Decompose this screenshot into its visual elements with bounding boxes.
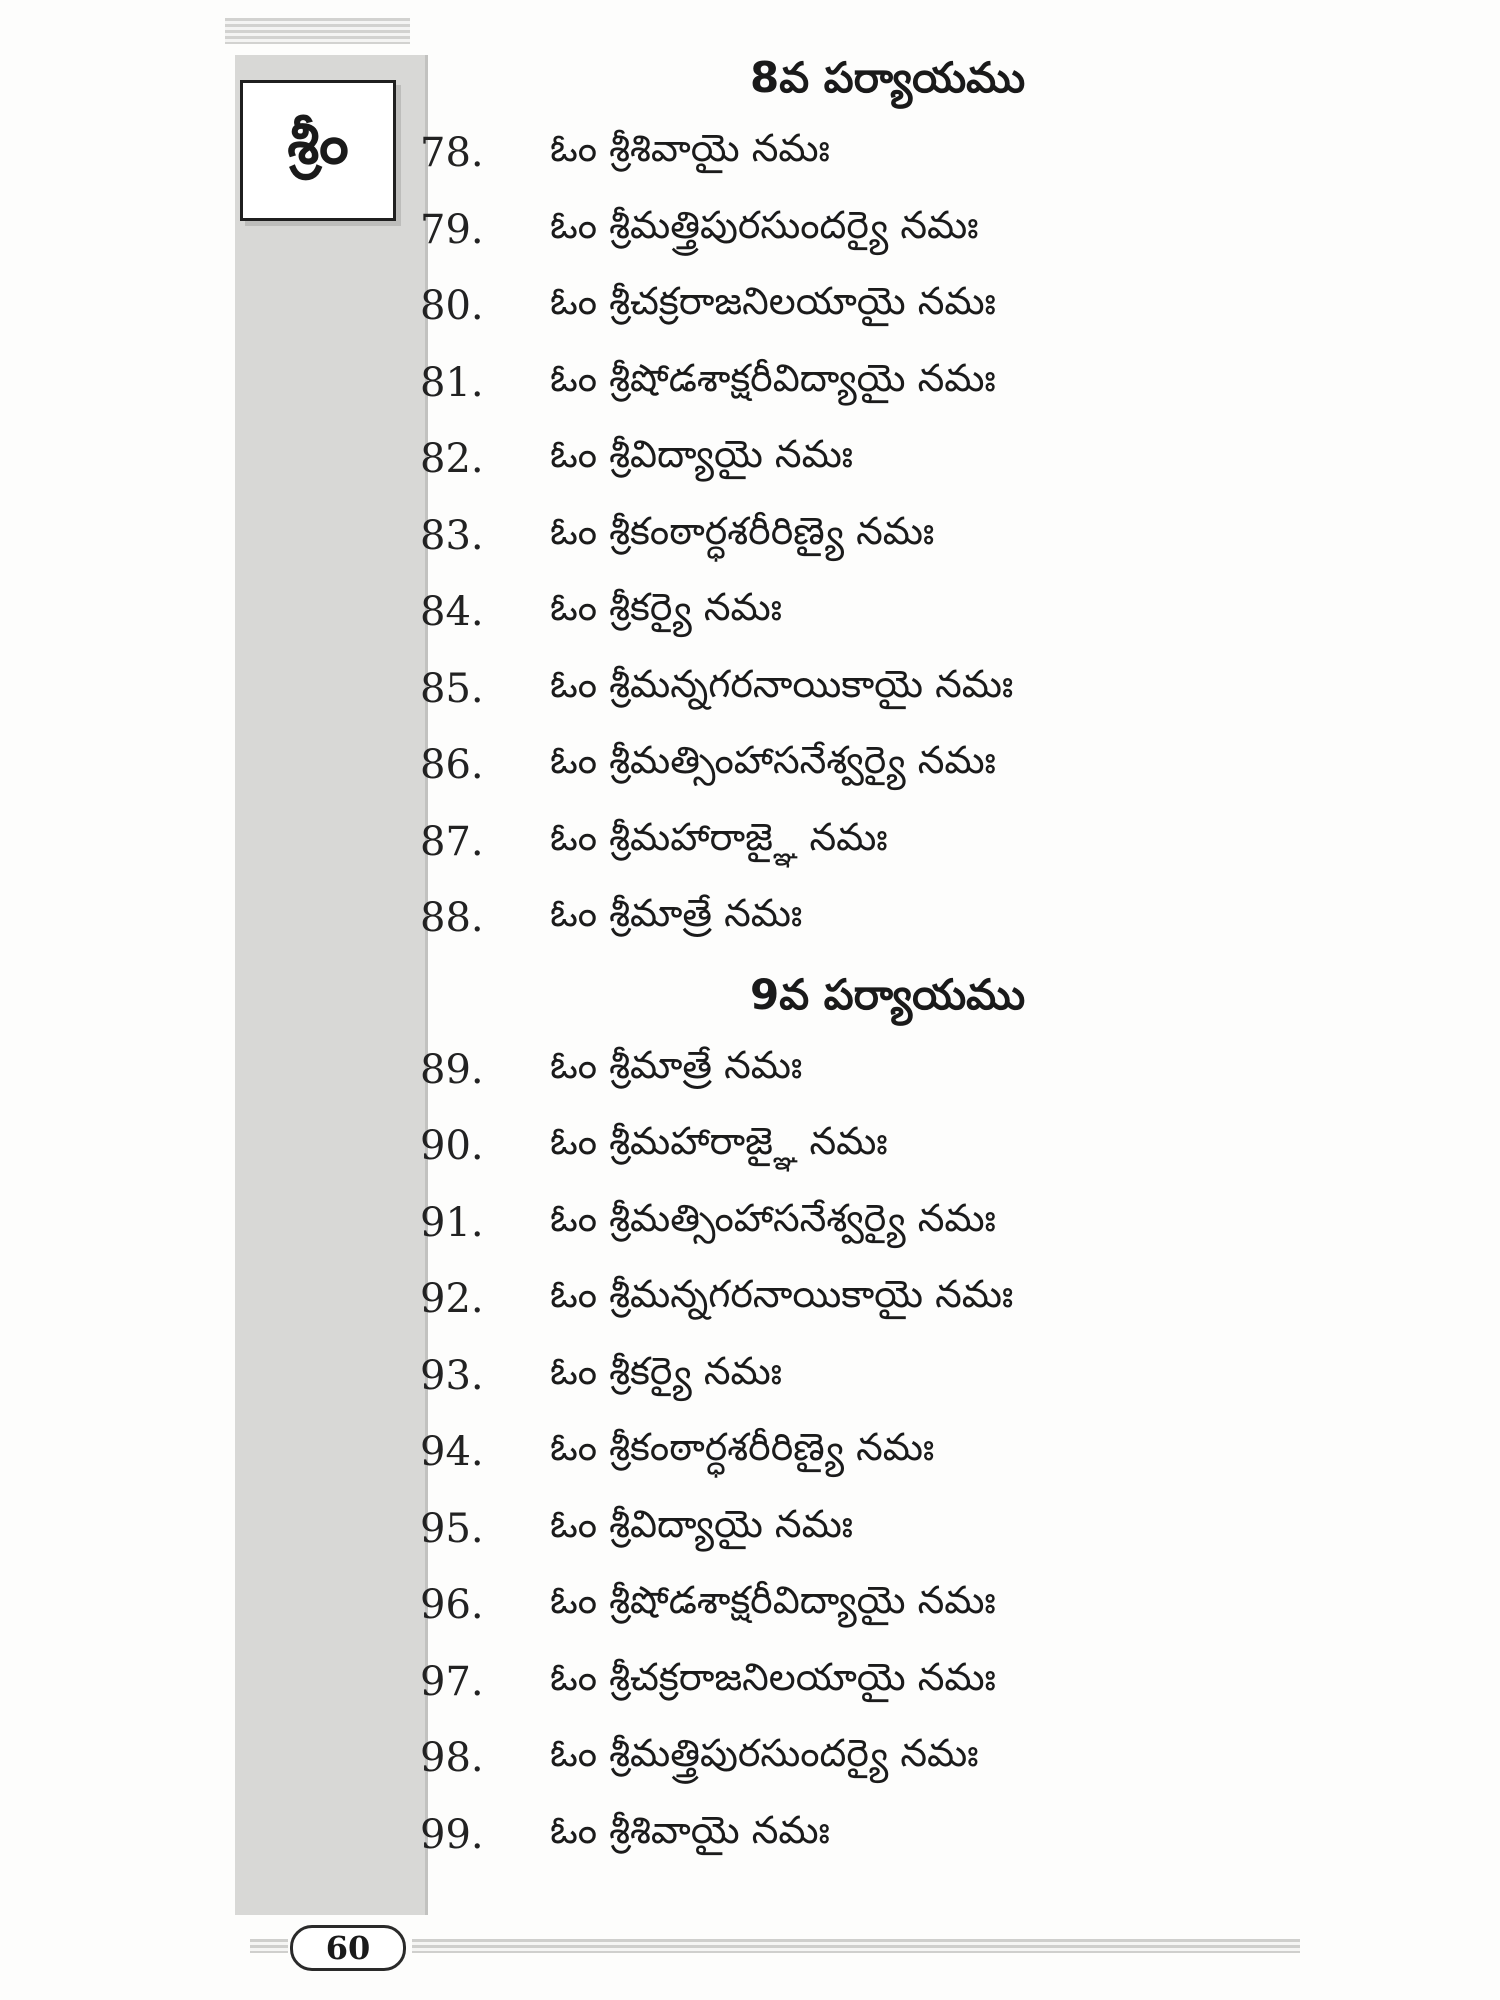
- chant-line: [420, 1108, 1420, 1185]
- chant-number: 88.: [420, 895, 484, 942]
- side-band: [235, 55, 428, 1915]
- chant-line: [420, 1720, 1420, 1797]
- chant-number: 96.: [420, 1582, 484, 1629]
- chant-number: 93.: [420, 1352, 484, 1399]
- chant-number: 80.: [420, 283, 484, 330]
- chant-number: 86.: [420, 742, 484, 789]
- chant-text: ఓం శ్రీశివాయై నమః: [550, 126, 830, 171]
- chant-list: [420, 40, 1420, 1873]
- chant-text: ఓం శ్రీచక్రరాజనిలయాయై నమః: [550, 279, 996, 324]
- chant-text: ఓం శ్రీమహారాజ్ఞై నమః: [550, 814, 888, 859]
- page-number: 60: [325, 1929, 371, 1967]
- chant-text: ఓం శ్రీమత్త్రిపురసుందర్యై నమః: [550, 1731, 979, 1776]
- chant-text: ఓం శ్రీమత్సింహాసనేశ్వర్యై నమః: [550, 1195, 996, 1240]
- chant-text: ఓం శ్రీమత్త్రిపురసుందర్యై నమః: [550, 202, 979, 247]
- chant-line: [420, 268, 1420, 345]
- chant-number: 79.: [420, 206, 484, 253]
- section-heading: 9వ పర్యాయము: [750, 969, 1026, 1019]
- chant-line: [420, 345, 1420, 422]
- seed-syllable: శ్రీం: [287, 109, 349, 177]
- footer-rule-right: [412, 1939, 1300, 1953]
- chant-line: [420, 1491, 1420, 1568]
- chant-line: [420, 880, 1420, 957]
- chant-text: ఓం శ్రీవిద్యాయై నమః: [550, 1501, 854, 1546]
- chant-number: 81.: [420, 359, 484, 406]
- chant-text: ఓం శ్రీమాత్రే నమః: [550, 891, 803, 936]
- page-number-badge: [290, 1925, 406, 1971]
- chant-text: ఓం శ్రీమన్నగరనాయికాయై నమః: [550, 1272, 1014, 1317]
- chant-line: [420, 192, 1420, 269]
- chant-number: 78.: [420, 130, 484, 177]
- chant-number: 91.: [420, 1199, 484, 1246]
- chant-line: [420, 1797, 1420, 1874]
- chant-text: ఓం శ్రీషోడశాక్షరీవిద్యాయై నమః: [550, 1578, 996, 1623]
- chant-line: [420, 1261, 1420, 1338]
- chant-text: ఓం శ్రీచక్రరాజనిలయాయై నమః: [550, 1654, 996, 1699]
- chant-number: 90.: [420, 1123, 484, 1170]
- chant-line: [420, 1032, 1420, 1109]
- chant-number: 99.: [420, 1811, 484, 1858]
- chant-text: ఓం శ్రీమాత్రే నమః: [550, 1042, 803, 1087]
- chant-line: [420, 1338, 1420, 1415]
- chant-text: ఓం శ్రీవిద్యాయై నమః: [550, 432, 854, 477]
- chant-text: ఓం శ్రీకంఠార్ధశరీరిణ్యై నమః: [550, 1425, 935, 1470]
- chant-text: ఓం శ్రీకర్యై నమః: [550, 585, 782, 630]
- seed-syllable-box: [240, 80, 396, 221]
- chant-number: 83.: [420, 512, 484, 559]
- chant-number: 84.: [420, 589, 484, 636]
- chant-text: ఓం శ్రీమన్నగరనాయికాయై నమః: [550, 661, 1014, 706]
- chant-line: [420, 804, 1420, 881]
- chant-text: ఓం శ్రీమత్సింహాసనేశ్వర్యై నమః: [550, 738, 996, 783]
- chant-number: 92.: [420, 1276, 484, 1323]
- page-footer: [250, 1925, 1300, 1970]
- top-decorative-rule: [225, 18, 410, 44]
- chant-number: 97.: [420, 1658, 484, 1705]
- chant-number: 94.: [420, 1429, 484, 1476]
- chant-text: ఓం శ్రీకంఠార్ధశరీరిణ్యై నమః: [550, 508, 935, 553]
- section-heading: 8వ పర్యాయము: [750, 53, 1026, 102]
- chant-text: ఓం శ్రీశివాయై నమః: [550, 1807, 830, 1852]
- chant-line: [420, 421, 1420, 498]
- chant-line: [420, 727, 1420, 804]
- footer-rule-left: [250, 1939, 288, 1953]
- chant-line: [420, 651, 1420, 728]
- chant-line: [420, 1567, 1420, 1644]
- chant-number: 87.: [420, 818, 484, 865]
- chant-line: [420, 1185, 1420, 1262]
- chant-text: ఓం శ్రీకర్యై నమః: [550, 1348, 782, 1393]
- chant-number: 89.: [420, 1046, 484, 1093]
- chant-line: [420, 498, 1420, 575]
- chant-line: [420, 115, 1420, 192]
- chant-text: ఓం శ్రీషోడశాక్షరీవిద్యాయై నమః: [550, 355, 996, 400]
- chant-number: 98.: [420, 1735, 484, 1782]
- chant-line: [420, 1414, 1420, 1491]
- chant-number: 82.: [420, 436, 484, 483]
- chant-line: [420, 1644, 1420, 1721]
- chant-number: 95.: [420, 1505, 484, 1552]
- chant-number: 85.: [420, 665, 484, 712]
- chant-line: [420, 574, 1420, 651]
- chant-text: ఓం శ్రీమహారాజ్ఞై నమః: [550, 1119, 888, 1164]
